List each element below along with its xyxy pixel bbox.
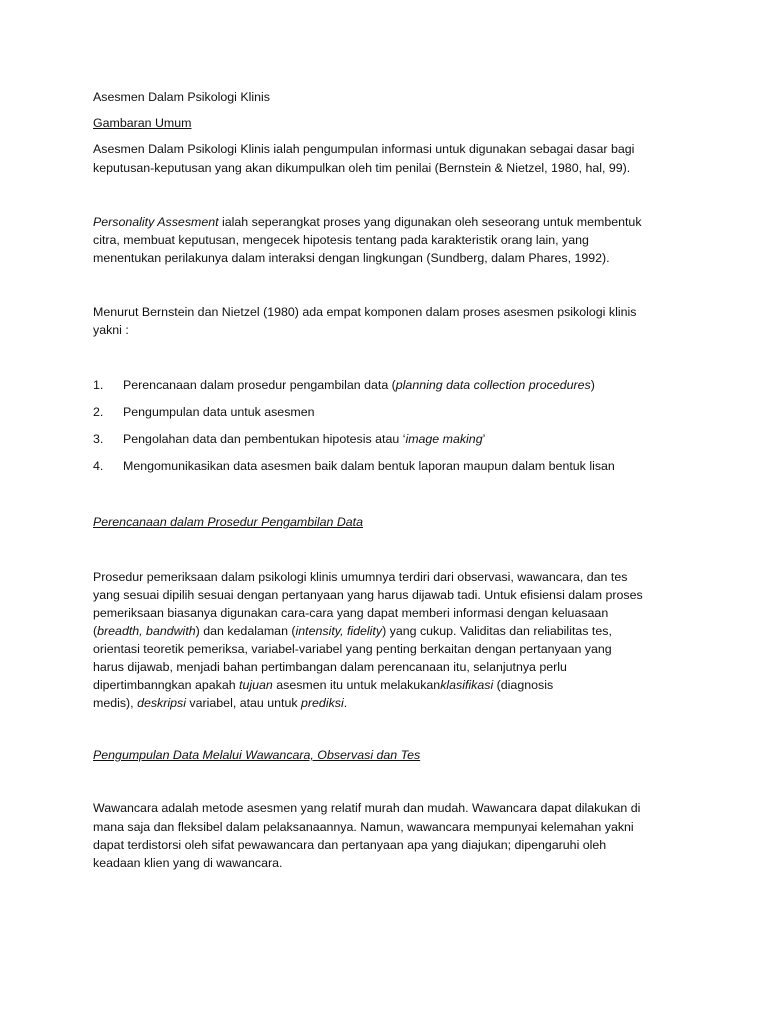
- italic-text: tujuan: [239, 678, 273, 692]
- text-line: [93, 604, 608, 622]
- text-segment: asesmen itu untuk melakukan: [272, 678, 441, 692]
- text-line: [123, 403, 315, 421]
- text-line: [93, 159, 630, 177]
- text-line: [93, 231, 589, 249]
- italic-text: Personality Assesment: [93, 215, 219, 229]
- text-line: [93, 836, 606, 854]
- list-number: 2.: [93, 405, 104, 419]
- text-segment: (: [93, 624, 98, 638]
- section-heading-perencanaan: Perencanaan dalam Prosedur Pengambilan Data: [93, 515, 364, 529]
- text-line: [93, 586, 643, 604]
- text-segment: Wawancara adalah metode asesmen yang relatif murah dan mudah. Wawancara dapat dilakukan di: [93, 801, 641, 815]
- text-line: [93, 249, 610, 267]
- text-segment: citra, membuat keputusan, mengecek hipotesis tentang pada karakteristik orang lain, yang: [93, 233, 589, 247]
- section-heading-pengumpulan-data: Pengumpulan Data Melalui Wawancara, Observasi dan Tes: [93, 748, 421, 762]
- text-segment: orientasi teoretik pemeriksa, variabel-variabel yang penting berkaitan dengan pertanyaan yang: [93, 642, 612, 656]
- text-segment: Prosedur pemeriksaan dalam psikologi klinis umumnya terdiri dari observasi, wawancara, dan tes: [93, 570, 628, 584]
- text-segment: keadaan klien yang di wawancara.: [93, 856, 283, 870]
- italic-text: klasifikasi: [440, 678, 494, 692]
- text-segment: Menurut Bernstein dan Nietzel (1980) ada empat komponen dalam proses asesmen psikologi klinis: [93, 305, 637, 319]
- italic-text: intensity, fidelity: [295, 624, 383, 638]
- text-segment: dipertimbanngkan apakah: [93, 678, 240, 692]
- text-line: [123, 457, 615, 475]
- text-segment: Pengolahan data dan pembentukan hipotesis atau ‘: [123, 432, 406, 446]
- list-number: 1.: [93, 378, 104, 392]
- text-line: [93, 694, 347, 712]
- text-segment: harus dijawab, menjadi bahan pertimbangan dalam perencanaan itu, selanjutnya perlu: [93, 660, 567, 674]
- text-line: [93, 321, 129, 339]
- text-segment: Pengumpulan data untuk asesmen: [123, 405, 315, 419]
- document-title: Asesmen Dalam Psikologi Klinis: [93, 90, 270, 104]
- text-segment: ) yang cukup. Validitas dan reliabilitas tes,: [382, 624, 612, 638]
- text-segment: (diagnosis: [493, 678, 554, 692]
- text-segment: Mengomunikasikan data asesmen baik dalam bentuk laporan maupun dalam bentuk lisan: [123, 459, 615, 473]
- text-line: [93, 854, 282, 872]
- section-heading-gambaran-umum: Gambaran Umum: [93, 116, 192, 130]
- text-segment: yakni :: [93, 323, 129, 337]
- text-line: [93, 658, 567, 676]
- italic-text: breadth, bandwith: [97, 624, 196, 638]
- italic-text: planning data collection procedures: [395, 378, 591, 392]
- text-segment: ’: [482, 432, 486, 446]
- text-segment: mana saja dan fleksibel dalam pelaksanaannya. Namun, wawancara mempunyai kelemahan yakni: [93, 820, 634, 834]
- text-segment: ialah seperangkat proses yang digunakan oleh seseorang untuk membentuk: [218, 215, 642, 229]
- list-number: 3.: [93, 432, 104, 446]
- text-segment: yang sesuai dipilih sesuai dengan pertanyaan yang harus dijawab tadi. Untuk efisiensi dalam proses: [93, 588, 643, 602]
- text-line: [93, 213, 642, 231]
- text-segment: keputusan-keputusan yang akan dikumpulkan oleh tim penilai (Bernstein & Nietzel, 1980, hal, 99).: [93, 161, 631, 175]
- text-line: [93, 640, 612, 658]
- italic-text: image making: [405, 432, 483, 446]
- text-line: [93, 140, 634, 158]
- text-line: [93, 622, 612, 640]
- text-line: [123, 430, 485, 448]
- text-segment: dapat terdistorsi oleh sifat pewawancara dan pertanyaan apa yang diajukan; dipengaruhi oleh: [93, 838, 607, 852]
- text-segment: Asesmen Dalam Psikologi Klinis ialah pengumpulan informasi untuk digunakan sebagai dasar bagi: [93, 142, 635, 156]
- text-segment: variabel, atau untuk: [185, 696, 302, 710]
- text-line: [123, 376, 595, 394]
- text-segment: .: [343, 696, 348, 710]
- text-line: [93, 818, 634, 836]
- text-line: [93, 303, 636, 321]
- text-line: [93, 568, 627, 586]
- text-segment: medis),: [93, 696, 138, 710]
- text-line: [93, 676, 553, 694]
- text-segment: ) dan kedalaman (: [195, 624, 296, 638]
- text-segment: ): [590, 378, 595, 392]
- text-segment: pemeriksaan biasanya digunakan cara-cara yang dapat memberi informasi dengan keluasaan: [93, 606, 609, 620]
- text-line: [93, 799, 640, 817]
- text-segment: Perencanaan dalam prosedur pengambilan data (: [123, 378, 396, 392]
- italic-text: prediksi: [301, 696, 344, 710]
- italic-text: deskripsi: [137, 696, 186, 710]
- list-number: 4.: [93, 459, 104, 473]
- text-segment: menentukan perilakunya dalam interaksi dengan lingkungan (Sundberg, dalam Phares, 1992).: [93, 251, 610, 265]
